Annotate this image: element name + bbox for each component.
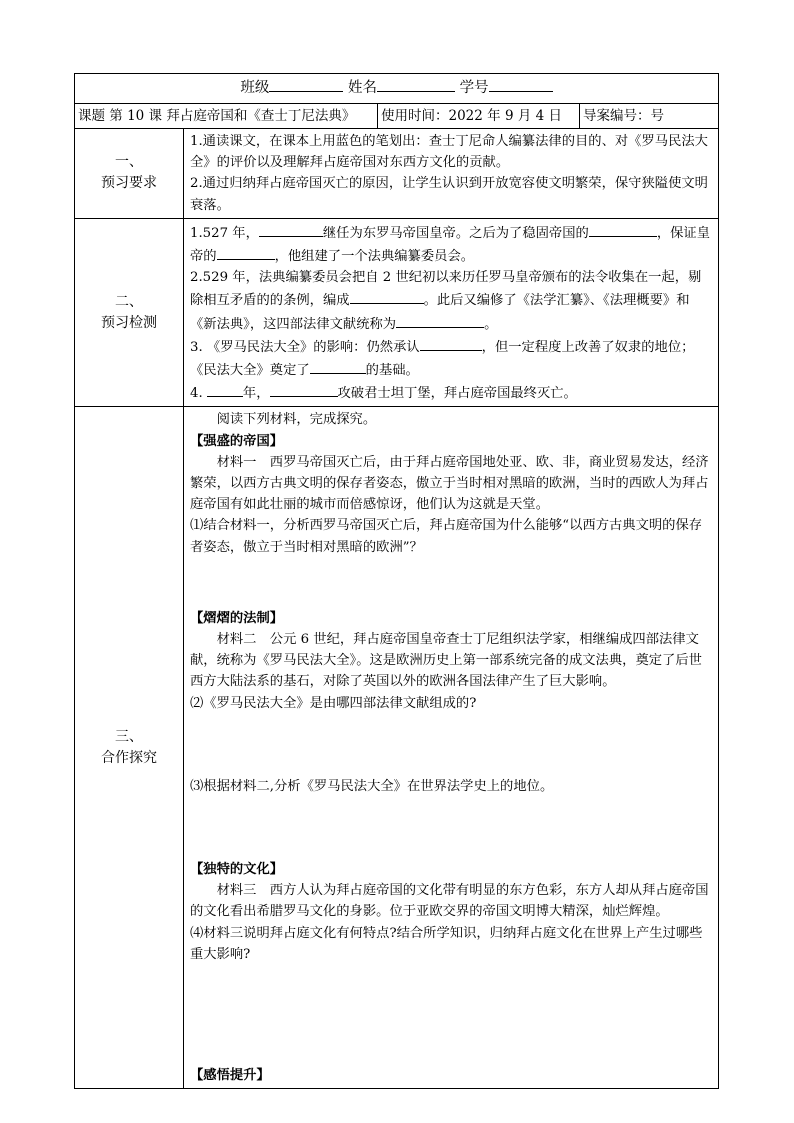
answer-space-2[interactable] xyxy=(190,714,714,776)
answer-blank[interactable] xyxy=(589,221,657,237)
answer-space-3[interactable] xyxy=(190,797,714,859)
question-text: ，保证皇帝的 xyxy=(190,225,711,265)
cooperative-inquiry-label xyxy=(75,407,184,1089)
question-text: 4. xyxy=(190,386,207,402)
answer-blank[interactable] xyxy=(207,381,243,397)
id-blank[interactable] xyxy=(489,74,553,92)
test-question-3 xyxy=(190,335,714,381)
inquiry-question-3: ⑶根据材料二,分析《罗马民法大全》在世界法学史上的地位。 xyxy=(190,778,554,794)
question-text: 2.529 年，法典编纂委员会把自 2 世纪初以来历任罗马皇帝颁布的法令收集在一起，剔除相互矛盾的的条例，编成 xyxy=(190,270,702,309)
question-text: 年， xyxy=(242,386,270,402)
name-blank[interactable] xyxy=(377,74,455,92)
answer-blank[interactable] xyxy=(396,312,484,328)
heading-powerful-empire: 【强盛的帝国】 xyxy=(190,433,284,449)
preview-test-label xyxy=(75,218,184,407)
heading-legal-system: 【熠熠的法制】 xyxy=(190,610,284,626)
class-blank[interactable] xyxy=(269,74,343,92)
heading-reflection: 【感悟提升】 xyxy=(190,1068,270,1084)
section-title: 预习检测 xyxy=(101,314,157,331)
date-cell: 使用时间：2022 年 9 月 4 日 xyxy=(378,104,580,129)
answer-blank[interactable] xyxy=(217,244,275,260)
question-text: 继任为东罗马帝国皇帝。之后为了稳固帝国的 xyxy=(322,225,589,241)
section-number: 二、 xyxy=(115,293,143,310)
preview-test-row xyxy=(75,218,719,407)
class-label: 班级 xyxy=(240,80,270,96)
answer-blank[interactable] xyxy=(350,288,424,304)
inquiry-question-2: ⑵《罗马民法大全》是由哪四部法律文献组成的? xyxy=(190,695,477,711)
inquiry-question-1: ⑴结合材料一，分析西罗马帝国灭亡后，拜占庭帝国为什么能够“以西方古典文明的保存者姿态，傲立于当时相对黑暗的欧洲”？ xyxy=(190,518,703,555)
cooperative-inquiry-content xyxy=(184,407,719,1089)
question-text: 攻破君士坦丁堡，拜占庭帝国最终灭亡。 xyxy=(337,386,577,402)
preview-test-content xyxy=(184,218,719,407)
worksheet xyxy=(74,73,718,1089)
section-title: 预习要求 xyxy=(101,175,157,192)
question-text: 3. 《罗马民法大全》的影响：仍然承认 xyxy=(190,339,420,355)
requirement-item: 2.通过归纳拜占庭帝国灭亡的原因，让学生认识到开放宽容使文明繁荣，保守狭隘使文明衰落。 xyxy=(190,176,708,213)
student-info-row xyxy=(75,74,719,104)
cooperative-inquiry-row xyxy=(75,407,719,1089)
answer-blank[interactable] xyxy=(420,335,482,351)
material-3: 材料三 西方人认为拜占庭帝国的文化带有明显的东方色彩，东方人却从拜占庭帝国的文化看出希腊罗马文化的身影。位于亚欧交界的帝国文明博大精深，灿烂辉煌。 xyxy=(190,883,709,920)
guide-number-cell: 导案编号：号 xyxy=(580,104,719,129)
heading-unique-culture: 【独特的文化】 xyxy=(190,862,284,878)
test-question-1 xyxy=(190,221,714,267)
answer-blank[interactable] xyxy=(270,381,338,397)
question-text: 。 xyxy=(484,316,498,332)
section-number: 三、 xyxy=(115,728,143,745)
material-1: 材料一 西罗马帝国灭亡后，由于拜占庭帝国地处亚、欧、非，商业贸易发达，经济繁荣，以西方古典文明的保存者姿态，傲立于当时相对黑暗的欧洲，当时的西欧人为拜占庭帝国有如此壮丽的城市而倍感惊讶，他们认为这就是天堂。 xyxy=(190,454,709,513)
worksheet-table xyxy=(74,73,719,1089)
preview-requirements-label xyxy=(75,129,184,219)
name-label: 姓名 xyxy=(348,80,378,96)
section-title: 合作探究 xyxy=(101,749,157,766)
question-text: 1.527 年， xyxy=(190,225,259,241)
topic-cell: 课题 第 10 课 拜占庭帝国和《查士丁尼法典》 xyxy=(75,104,378,129)
requirement-item: 1.通读课文，在课本上用蓝色的笔划出：查士丁尼命人编纂法律的目的、对《罗马民法大全》的评价以及理解拜占庭帝国对东西方文化的贡献。 xyxy=(190,134,708,171)
test-question-2 xyxy=(190,267,714,335)
answer-space-1[interactable] xyxy=(190,558,714,608)
material-2: 材料二 公元 6 世纪，拜占庭帝国皇帝查士丁尼组织法学家，相继编成四部法律文献，统称为《罗马民法大全》。这是欧洲历史上第一部系统完备的成文法典，奠定了后世西方大陆法系的基石，对除了英国以外的欧洲各国法律产生了巨大影响。 xyxy=(190,632,702,690)
section-number: 一、 xyxy=(115,154,143,171)
answer-blank[interactable] xyxy=(259,221,323,237)
inquiry-question-4: ⑷材料三说明拜占庭文化有何特点?结合所学知识，归纳拜占庭文化在世界上产生过哪些重大影响? xyxy=(190,925,703,962)
preview-requirements-content xyxy=(184,129,719,219)
question-text: ，但一定程度上改善了奴隶的地位；《民法大全》奠定了 xyxy=(190,339,695,379)
test-question-4 xyxy=(190,381,714,404)
question-text: ，他组建了一个法典编纂委员会。 xyxy=(274,249,475,265)
inquiry-intro: 阅读下列材料，完成探究。 xyxy=(216,412,377,428)
question-text: 的基础。 xyxy=(365,363,419,379)
answer-space-4[interactable] xyxy=(190,965,714,1065)
answer-blank[interactable] xyxy=(310,358,366,374)
student-info-cell xyxy=(75,74,719,104)
question-text: 。此后又编修了《法学汇纂》、《法理概要》和《新法典》，这四部法律文献统称为 xyxy=(190,293,690,332)
preview-requirements-row xyxy=(75,129,719,219)
id-label: 学号 xyxy=(459,80,489,96)
lesson-info-row xyxy=(75,104,719,129)
